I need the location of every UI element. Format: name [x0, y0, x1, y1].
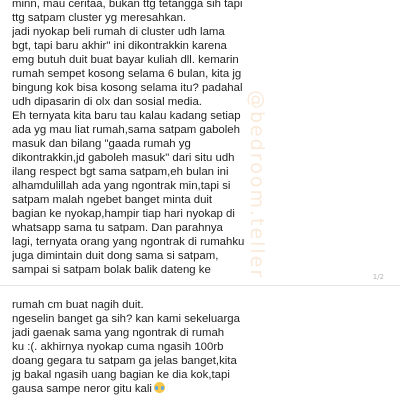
message-line: bingung kok bisa kosong selama itu? padahal — [12, 82, 243, 94]
message-line: ngeselin banget ga sih? kan kami sekeluarga — [12, 313, 240, 325]
message-line: jg bakal ngasih uang bagian ke dia kok,tapi — [12, 369, 230, 381]
message-block-2 — [12, 298, 388, 396]
message-line: jadi nyokap beli rumah di cluster udh lama — [12, 26, 225, 38]
message-line: doang gegara tu satpam ga jelas banget,kita — [12, 355, 237, 367]
message-line: minn, mau ceritaa, bukan ttg tetangga sih tapi — [12, 0, 243, 10]
message-line: whatsapp sama tu satpam. Dan parahnya — [12, 222, 223, 234]
message-line: bgt, tapi baru akhir" ini dikontrakkin karena — [12, 40, 227, 52]
message-line: ku :(. akhirnya nyokap cuma ngasih 100rb — [12, 341, 224, 353]
message-line: ilang respect bgt sama satpam,eh bulan ini — [12, 166, 229, 178]
message-line: juga dimintain duit dong sama si satpam, — [12, 250, 219, 262]
message-line: rumah sempet kosong selama 6 bulan, kita jg — [12, 68, 242, 80]
message-line: udh dipasarin di olx dan sosial media. — [12, 96, 202, 108]
message-line: rumah cm buat nagih duit. — [12, 299, 144, 311]
message-line: masuk dan bilang "gaada rumah yg — [12, 138, 191, 150]
message-line-with-emoji — [12, 382, 388, 396]
watermark: @bedroom.teller — [246, 90, 268, 280]
message-line: emg butuh duit buat bayar kuliah dll. kemarin — [12, 54, 239, 66]
message-line: jadi gaenak sama yang ngontrak di rumah — [12, 327, 225, 339]
message-block-1 — [12, 0, 388, 280]
message-line: ttg satpam cluster yg meresahkan. — [12, 12, 187, 24]
message-line: Eh ternyata kita baru tau kalau kadang setiap — [12, 110, 241, 122]
message-line-text: gausa sampe neror gitu kali — [12, 383, 152, 395]
screenshot-divider — [0, 285, 400, 286]
message-line: satpam malah ngebet banget minta duit — [12, 194, 213, 206]
message-line: dikontrakkin,jd gaboleh masuk" dari situ udh — [12, 152, 235, 164]
message-line: ada yg mau liat rumah,sama satpam gaboleh — [12, 124, 240, 136]
crying-face-icon — [154, 382, 165, 393]
message-line: alhamdulillah ada yang ngontrak min,tapi si — [12, 180, 231, 192]
message-line: lagi, ternyata orang yang ngontrak di rumahku — [12, 236, 245, 248]
page-indicator: 1/2 — [372, 273, 384, 281]
message-line: bagian ke nyokap,hampir tiap hari nyokap di — [12, 208, 235, 220]
message-line: sampai si satpam bolak balik dateng ke — [12, 264, 211, 276]
